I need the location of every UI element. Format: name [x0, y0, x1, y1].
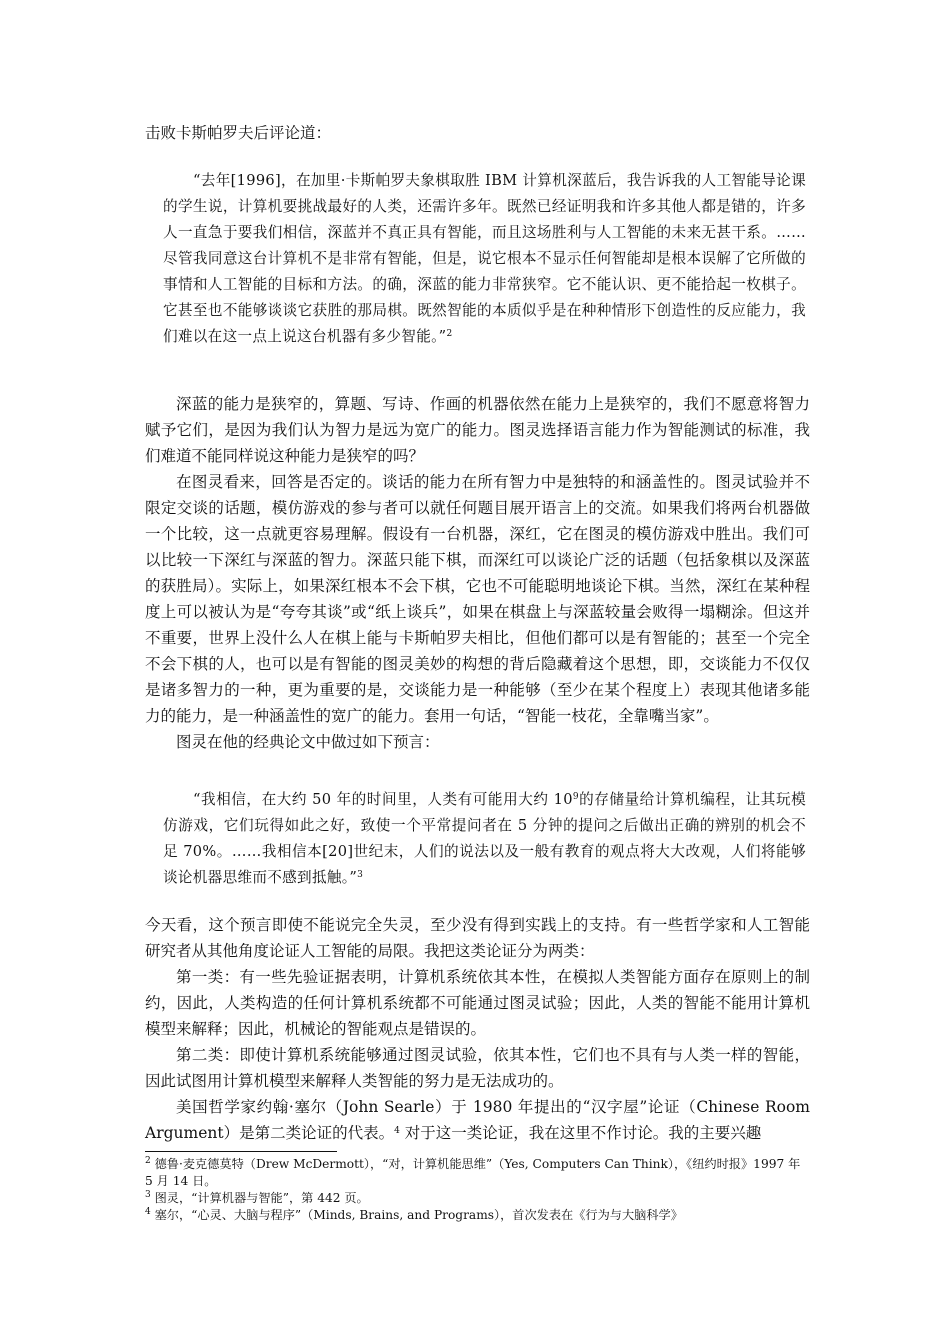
quote-text: “去年[1996]，在加里·卡斯帕罗夫象棋取胜 IBM 计算机深蓝后，我告诉我的人工智能导论课的学生说，计算机要挑战最好的人类，还需许多年。既然已经证明我和许多其他人都是错的，许多人一直急于要我们相信，深蓝并不真正具有智能，而且这场胜利与人工智能的未来无甚干系。……尽管我同意这台计算机不是非常有智能，但是，说它根本不显示任何智能却是根本误解了它所做的事情和人工智能的目标和方法。的确，深蓝的能力非常狭窄。它不能认识、更不能拾起一枚棋子。它甚至也不能够谈谈它获胜的那局棋。既然智能的本质似乎是在种种情形下创造性的反应能力，我们难以在这一点上说这台机器有多少智能。”: [163, 172, 806, 345]
quote-text-part1: “我相信，在大约 50 年的时间里，人类有可能用大约 10: [193, 791, 573, 808]
footnote-2: [145, 1156, 810, 1190]
footnote-divider: [145, 1151, 337, 1152]
searle-text-1: 美国哲学家约翰·塞尔（John Searle）于 1980 年提出的“汉字屋”论证（Chinese Room Argument）是第二类论证的代表。: [145, 1098, 810, 1142]
block-quote-mcdermott: [163, 168, 806, 350]
searle-text-2: 对于这一类论证，我在这里不作讨论。我的主要兴趣: [399, 1124, 762, 1142]
paragraph-first-type: 第一类：有一些先验证据表明，计算机系统依其本性，在模拟人类智能方面存在原则上的制约，因此，人类构造的任何计算机系统都不可能通过图灵试验；因此，人类的智能不能用计算机模型来解释；因此，机械论的智能观点是错误的。: [145, 968, 810, 1038]
footnote-number: 4: [145, 1207, 151, 1217]
footnote-4: [145, 1207, 810, 1224]
footnote-text: 德鲁·麦克德莫特（Drew McDermott），“对，计算机能思维”（Yes, Computers Can Think），《纽约时报》1997 年 5 月 14 日。: [145, 1157, 801, 1188]
footnote-number: 3: [145, 1190, 151, 1200]
paragraph-narrow-ability: 深蓝的能力是狭窄的，算题、写诗、作画的机器依然在能力上是狭窄的，我们不愿意将智力赋予它们，是因为我们认为智力是远为宽广的能力。图灵选择语言能力作为智能测试的标准，我们难道不能同样说这种能力是狭窄的吗？: [145, 395, 810, 465]
footnote-ref-2[interactable]: 2: [446, 329, 453, 339]
paragraph-second-type: 第二类：即使计算机系统能够通过图灵试验，依其本性，它们也不具有与人类一样的智能，因此试图用计算机模型来解释人类智能的努力是无法成功的。: [145, 1046, 810, 1090]
paragraph-turing-prediction-intro: 图灵在他的经典论文中做过如下预言：: [176, 733, 440, 751]
footnote-ref-4[interactable]: 4: [394, 1126, 400, 1136]
footnote-ref-3[interactable]: 3: [357, 870, 364, 880]
body-section-1: [145, 391, 810, 755]
footnote-number: 2: [145, 1156, 151, 1166]
footnotes: [145, 1156, 810, 1224]
lead-line: 击败卡斯帕罗夫后评论道：: [145, 124, 332, 142]
paragraph-today: 今天看，这个预言即使不能说完全失灵，至少没有得到实践上的支持。有一些哲学家和人工智能研究者从其他角度论证人工智能的局限。我把这类论证分为两类：: [145, 916, 810, 960]
quote-text-part2: 的存储量给计算机编程，让其玩模仿游戏，它们玩得如此之好，致使一个平常提问者在 5 分钟的提问之后做出正确的辨别的机会不足 70%。……我相信本[20]世纪末，人们的说法以及一般有教育的观点将大大改观，人们将能够谈论机器思维而不感到抵触。”: [163, 791, 806, 886]
footnote-text: 图灵，“计算机器与智能”，第 442 页。: [150, 1191, 369, 1205]
paragraph-turing-view: 在图灵看来，回答是否定的。谈话的能力在所有智力中是独特的和涵盖性的。图灵试验并不限定交谈的话题，模仿游戏的参与者可以就任何题目展开语言上的交流。如果我们将两台机器做一个比较，这一点就更容易理解。假设有一台机器，深红，它在图灵的模仿游戏中胜出。我们可以比较一下深红与深蓝的智力。深蓝只能下棋，而深红可以谈论广泛的话题（包括象棋以及深蓝的获胜局）。实际上，如果深红根本不会下棋，它也不可能聪明地谈论下棋。当然，深红在某种程度上可以被认为是“夸夸其谈”或“纸上谈兵”，如果在棋盘上与深蓝较量会败得一塌糊涂。但这并不重要，世界上没什么人在棋上能与卡斯帕罗夫相比，但他们都可以是有智能的；甚至一个完全不会下棋的人，也可以是有智能的图灵美妙的构想的背后隐藏着这个思想，即，交谈能力不仅仅是诸多智力的一种，更为重要的是，交谈能力是一种能够（至少在某个程度上）表现其他诸多能力的能力，是一种涵盖性的宽广的能力。套用一句话，“智能一枝花，全靠嘴当家”。: [145, 473, 810, 725]
footnote-text: 塞尔，“心灵、大脑与程序”（Minds, Brains, and Programs），首次发表在《行为与大脑科学》: [150, 1208, 683, 1222]
footnote-3: [145, 1190, 810, 1207]
exponent: 9: [572, 792, 579, 802]
paragraph-searle: [145, 1094, 810, 1146]
block-quote-turing: [163, 787, 806, 891]
body-section-2: [145, 912, 810, 1146]
